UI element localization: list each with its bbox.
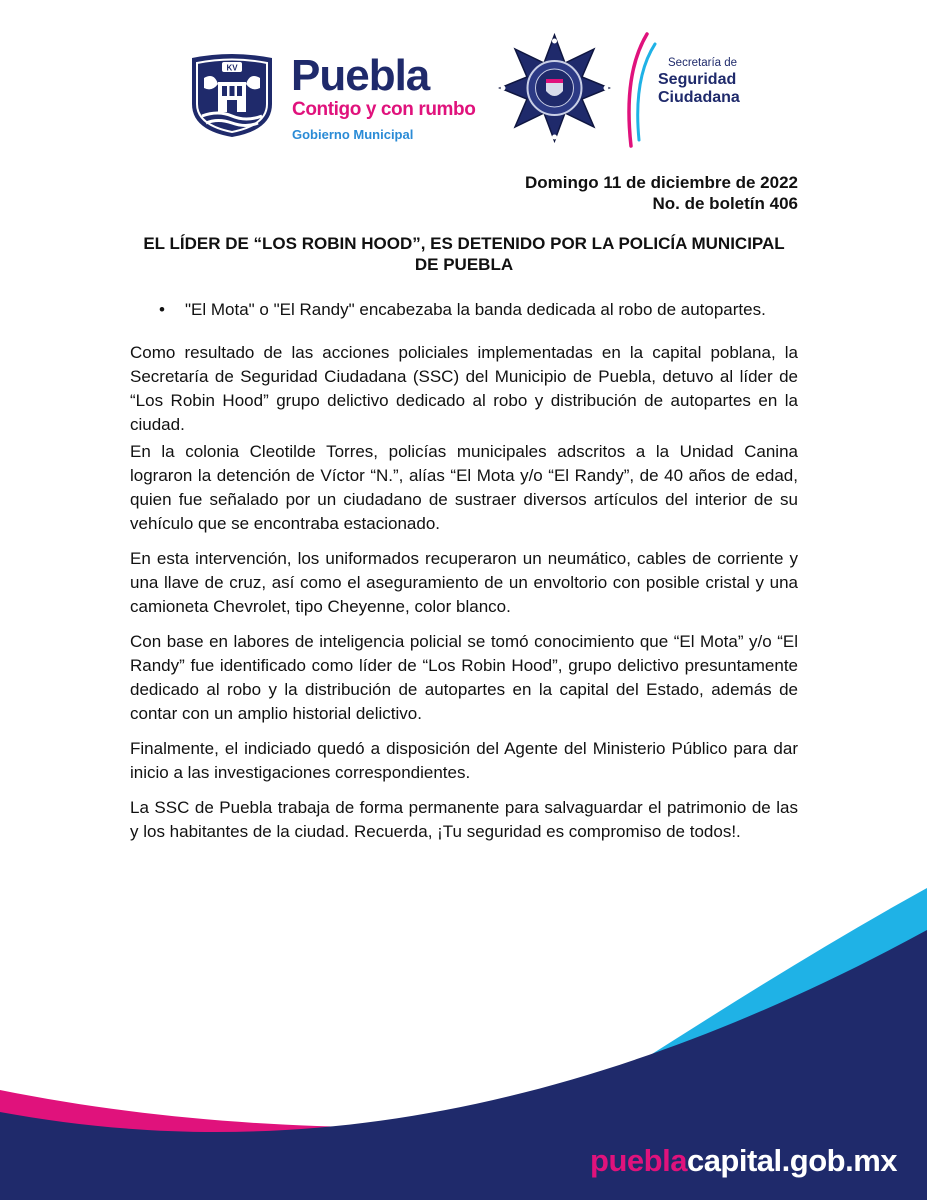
body-paragraph-2: En la colonia Cleotilde Torres, policías municipales adscritos a la Unidad Canina lograron la detención de Víctor “N.”, alías “El Mota y/o “El Randy”, de 40 años de edad, quien fue señalado por un ciudadano de sustraer diversos artículos del interior de su vehículo que se encontraba estacionado. [130,442,798,533]
ssc-logo-line3: Ciudadana [658,89,740,106]
puebla-logo-wordmark: Puebla [291,51,430,100]
release-date: Domingo 11 de diciembre de 2022 [524,173,798,192]
ssc-logo-line2: Seguridad [658,71,737,88]
puebla-logo-subtitle: Gobierno Municipal [292,127,414,142]
body-paragraph-3: En esta intervención, los uniformados recuperaron un neumático, cables de corriente y una llave de cruz, así como el aseguramiento de un envoltorio con posible cristal y una camioneta Chevrolet, tipo Cheyenne, color blanco. [130,549,798,616]
puebla-coat-of-arms-logo [188,52,276,138]
body-paragraph-5: Finalmente, el indiciado quedó a disposición del Agente del Ministerio Público para dar inicio a las investigaciones correspondientes. [130,739,798,782]
police-star-badge-logo [498,33,611,143]
puebla-logo-tagline: Contigo y con rumbo [292,99,476,120]
summary-bullet-text: "El Mota" o "El Randy" encabezaba la banda dedicada al robo de autopartes. [185,300,766,319]
body-paragraph-6: La SSC de Puebla trabaja de forma permanente para salvaguardar el patrimonio de las y los habitantes de la ciudad. Recuerda, ¡Tu seguridad es compromiso de todos!. [130,798,798,841]
bullet-marker: • [159,300,165,319]
bulletin-number: No. de boletín 406 [652,194,798,213]
footer-website [590,1143,897,1179]
footer-url-part2: capital.gob.mx [686,1143,897,1178]
body-paragraph-1: Como resultado de las acciones policiales implementadas en la capital poblana, la Secretaría de Seguridad Ciudadana (SSC) del Municipio de Puebla, detuvo al líder de “Los Robin Hood” grupo delictivo dedicado al robo y distribución de autopartes en la ciudad. [130,343,798,434]
svg-text:KV: KV [226,63,238,73]
footer-url-part1: puebla [590,1143,687,1178]
ssc-logo-line1: Secretaría de [668,57,738,69]
body-paragraph-4: Con base en labores de inteligencia policial se tomó conocimiento que “El Mota” y/o “El Randy” fue identificado como líder de “Los Robin Hood”, grupo delictivo presuntamente dedicado al robo y la distribución de autopartes en la capital del Estado, además de contar con un amplio historial delictivo. [130,632,798,723]
date-block [525,172,798,214]
press-release-headline: EL LÍDER DE “LOS ROBIN HOOD”, ES DETENIDO POR LA POLICÍA MUNICIPAL DE PUEBLA [143,234,785,274]
ssc-logo-curve [611,30,657,150]
